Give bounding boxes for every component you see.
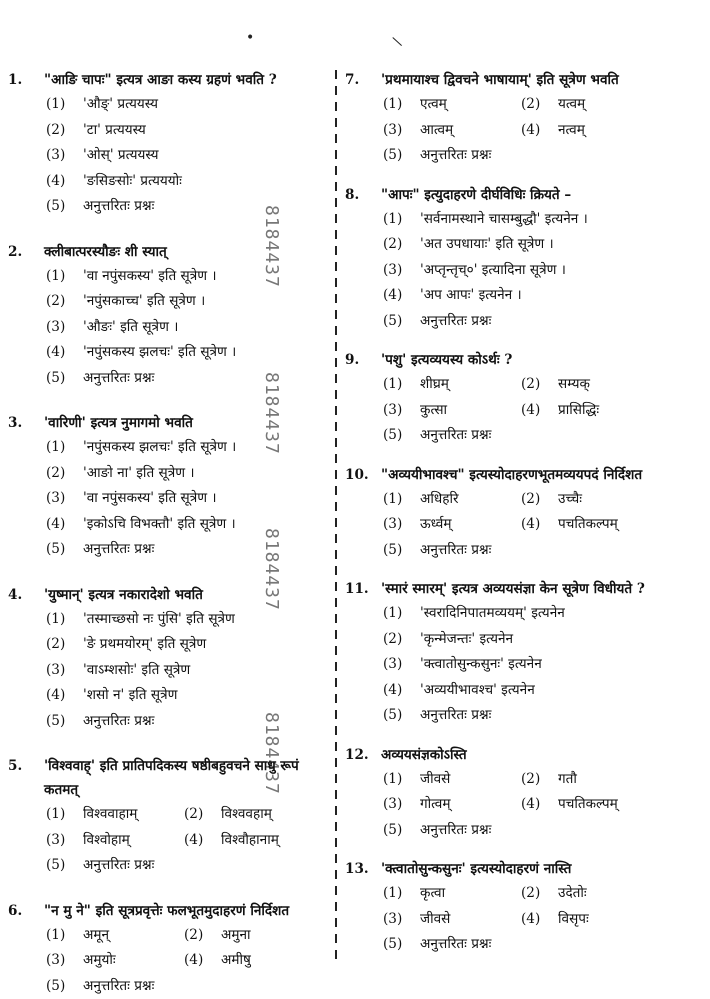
option-text: विसृपः bbox=[558, 907, 589, 933]
question-number: 5. bbox=[8, 754, 44, 802]
option-item bbox=[345, 818, 702, 844]
question-block bbox=[345, 743, 702, 844]
option-item bbox=[521, 92, 659, 118]
serial-stamp: 8184437 bbox=[261, 372, 282, 455]
option-item bbox=[521, 792, 659, 818]
option-number: (2) bbox=[184, 802, 221, 828]
option-number: (3) bbox=[46, 658, 83, 684]
option-text: विश्ववाहाम् bbox=[83, 802, 137, 828]
question-number: 3. bbox=[8, 411, 44, 435]
option-number: (5) bbox=[46, 974, 83, 999]
option-item bbox=[345, 627, 702, 653]
option-number: (3) bbox=[383, 792, 420, 818]
option-number: (1) bbox=[383, 372, 420, 398]
option-number: (1) bbox=[383, 487, 420, 513]
option-text: अनुत्तरितः प्रश्नः bbox=[420, 703, 491, 729]
option-text: 'औङः' इति सूत्रेण । bbox=[83, 315, 178, 341]
option-row bbox=[345, 487, 702, 513]
question-block bbox=[8, 583, 328, 735]
option-text: विश्वोहाम् bbox=[83, 828, 130, 854]
option-row bbox=[345, 512, 702, 538]
option-text: पचतिकल्पम् bbox=[558, 512, 618, 538]
option-number: (2) bbox=[46, 289, 83, 315]
option-number: (4) bbox=[521, 792, 558, 818]
question-number: 6. bbox=[8, 899, 44, 923]
question-number: 13. bbox=[345, 857, 381, 881]
option-number: (4) bbox=[184, 828, 221, 854]
option-item bbox=[8, 607, 328, 633]
option-text: प्रासिद्धिः bbox=[558, 398, 599, 424]
option-item bbox=[8, 118, 328, 144]
option-row bbox=[345, 881, 702, 907]
option-number: (3) bbox=[46, 315, 83, 341]
option-row bbox=[345, 92, 702, 118]
option-number: (1) bbox=[383, 92, 420, 118]
option-text: गोत्वम् bbox=[420, 792, 450, 818]
option-item bbox=[345, 678, 702, 704]
option-number: (2) bbox=[383, 232, 420, 258]
question-number: 12. bbox=[345, 743, 381, 767]
option-item bbox=[8, 512, 328, 538]
question-stem bbox=[345, 463, 702, 487]
option-number: (5) bbox=[383, 423, 420, 449]
option-item bbox=[521, 881, 659, 907]
option-text: जीवसे bbox=[420, 907, 450, 933]
option-item bbox=[521, 372, 659, 398]
option-text: विश्वौहानाम् bbox=[221, 828, 279, 854]
option-number: (1) bbox=[46, 92, 83, 118]
question-text: 'प्रथमायाश्च द्विवचने भाषायाम्' इति सूत्रेण भवति bbox=[381, 68, 702, 92]
option-text: 'अव्ययीभावश्च' इत्यनेन bbox=[420, 678, 535, 704]
option-text: 'टा' प्रत्ययस्य bbox=[83, 118, 146, 144]
option-text: 'वा नपुंसकस्य' इति सूत्रेण । bbox=[83, 486, 217, 512]
option-text: 'तस्माच्छसो नः पुंसि' इति सूत्रेण bbox=[83, 607, 235, 633]
question-number: 4. bbox=[8, 583, 44, 607]
option-item bbox=[8, 461, 328, 487]
option-text: 'औङ्' प्रत्ययस्य bbox=[83, 92, 158, 118]
option-item bbox=[184, 828, 322, 854]
option-number: (4) bbox=[383, 283, 420, 309]
option-number: (3) bbox=[383, 398, 420, 424]
option-text: विश्ववहाम् bbox=[221, 802, 272, 828]
option-item bbox=[8, 194, 328, 220]
option-text: 'नपुंसकस्य झलचः' इति सूत्रेण । bbox=[83, 340, 236, 366]
option-item bbox=[383, 487, 521, 513]
option-number: (5) bbox=[383, 538, 420, 564]
question-block bbox=[8, 240, 328, 392]
option-row bbox=[345, 118, 702, 144]
option-item bbox=[184, 923, 322, 949]
option-item bbox=[345, 538, 702, 564]
option-item bbox=[8, 169, 328, 195]
question-text: "आपः" इत्युदाहरणे दीर्घविधिः क्रियते – bbox=[381, 183, 702, 207]
option-item bbox=[383, 512, 521, 538]
option-item bbox=[46, 802, 184, 828]
question-stem bbox=[345, 183, 702, 207]
serial-stamp: 8184437 bbox=[261, 712, 282, 795]
option-number: (4) bbox=[521, 118, 558, 144]
option-item bbox=[8, 143, 328, 169]
question-number: 8. bbox=[345, 183, 381, 207]
option-text: अनुत्तरितः प्रश्नः bbox=[420, 818, 491, 844]
option-text: अनुत्तरितः प्रश्नः bbox=[83, 853, 154, 879]
option-text: गतौ bbox=[558, 767, 577, 793]
option-text: 'स्वरादिनिपातमव्ययम्' इत्यनेन bbox=[420, 601, 565, 627]
option-text: कुत्सा bbox=[420, 398, 447, 424]
option-item bbox=[345, 601, 702, 627]
question-text: 'क्त्वातोसुन्कसुनः' इत्यस्योदाहरणं नास्ति bbox=[381, 857, 702, 881]
option-text: शीघ्रम् bbox=[420, 372, 449, 398]
question-text: 'पशु' इत्यव्ययस्य कोऽर्थः ? bbox=[381, 348, 702, 372]
option-text: 'वा नपुंसकस्य' इति सूत्रेण । bbox=[83, 264, 217, 290]
option-text: 'इकोऽचि विभक्तौ' इति सूत्रेण । bbox=[83, 512, 236, 538]
option-text: अनुत्तरितः प्रश्नः bbox=[420, 538, 491, 564]
question-stem bbox=[345, 348, 702, 372]
option-item bbox=[8, 435, 328, 461]
option-item bbox=[345, 258, 702, 284]
option-text: नत्वम् bbox=[558, 118, 585, 144]
option-number: (4) bbox=[46, 340, 83, 366]
option-number: (5) bbox=[383, 309, 420, 335]
option-row bbox=[345, 398, 702, 424]
option-number: (1) bbox=[383, 601, 420, 627]
option-text: एत्वम् bbox=[420, 92, 447, 118]
option-number: (1) bbox=[383, 207, 420, 233]
option-item bbox=[383, 792, 521, 818]
question-number: 10. bbox=[345, 463, 381, 487]
option-text: 'क्त्वातोसुन्कसुनः' इत्यनेन bbox=[420, 652, 542, 678]
option-item bbox=[521, 907, 659, 933]
question-text: अव्ययसंज्ञकोऽस्ति bbox=[381, 743, 702, 767]
option-number: (5) bbox=[46, 194, 83, 220]
option-number: (3) bbox=[383, 512, 420, 538]
option-row bbox=[8, 923, 328, 949]
option-number: (1) bbox=[383, 881, 420, 907]
option-text: अनुत्तरितः प्रश्नः bbox=[420, 932, 491, 958]
option-text: उदेतोः bbox=[558, 881, 587, 907]
question-stem bbox=[8, 583, 328, 607]
option-item bbox=[8, 340, 328, 366]
question-number: 9. bbox=[345, 348, 381, 372]
option-text: 'नपुंसकाच्च' इति सूत्रेण । bbox=[83, 289, 205, 315]
option-row bbox=[345, 792, 702, 818]
option-text: अनुत्तरितः प्रश्नः bbox=[420, 423, 491, 449]
option-text: अनुत्तरितः प्रश्नः bbox=[420, 143, 491, 169]
option-text: सम्यक् bbox=[558, 372, 590, 398]
option-item bbox=[8, 366, 328, 392]
option-item bbox=[345, 423, 702, 449]
option-item bbox=[8, 658, 328, 684]
option-item bbox=[8, 683, 328, 709]
option-item bbox=[345, 703, 702, 729]
option-number: (4) bbox=[521, 512, 558, 538]
option-number: (1) bbox=[46, 264, 83, 290]
option-number: (2) bbox=[184, 923, 221, 949]
question-text: 'युष्मान्' इत्यत्र नकारादेशो भवति bbox=[44, 583, 328, 607]
option-number: (1) bbox=[46, 435, 83, 461]
option-item bbox=[383, 881, 521, 907]
question-stem bbox=[8, 754, 328, 802]
option-number: (3) bbox=[46, 948, 83, 974]
option-text: उच्चैः bbox=[558, 487, 582, 513]
option-number: (2) bbox=[521, 881, 558, 907]
option-number: (1) bbox=[46, 802, 83, 828]
option-text: यत्वम् bbox=[558, 92, 585, 118]
option-text: 'अत उपधायाः' इति सूत्रेण । bbox=[420, 232, 554, 258]
option-number: (4) bbox=[383, 678, 420, 704]
option-number: (2) bbox=[383, 627, 420, 653]
option-text: अमुयोः bbox=[83, 948, 116, 974]
question-stem bbox=[8, 68, 328, 92]
option-item bbox=[46, 923, 184, 949]
option-item bbox=[345, 143, 702, 169]
question-stem bbox=[345, 743, 702, 767]
option-number: (2) bbox=[521, 92, 558, 118]
option-text: पचतिकल्पम् bbox=[558, 792, 618, 818]
question-block bbox=[8, 411, 328, 563]
option-text: जीवसे bbox=[420, 767, 450, 793]
option-item bbox=[184, 802, 322, 828]
top-dot-mark: • bbox=[246, 30, 254, 46]
question-block bbox=[345, 68, 702, 169]
question-text: 'स्मारं स्मारम्' इत्यत्र अव्ययसंज्ञा केन सूत्रेण विधीयते ? bbox=[381, 577, 702, 601]
option-text: अनुत्तरितः प्रश्नः bbox=[83, 709, 154, 735]
option-item bbox=[345, 232, 702, 258]
question-text: "न मु ने" इति सूत्रप्रवृत्तेः फलभूतमुदाहरणं निर्दिशत bbox=[44, 899, 328, 923]
option-number: (5) bbox=[383, 143, 420, 169]
option-item bbox=[521, 767, 659, 793]
option-number: (5) bbox=[46, 853, 83, 879]
option-number: (1) bbox=[383, 767, 420, 793]
option-text: 'आङो ना' इति सूत्रेण । bbox=[83, 461, 195, 487]
option-item bbox=[345, 932, 702, 958]
option-text: 'सर्वनामस्थाने चासम्बुद्धौ' इत्यनेन । bbox=[420, 207, 588, 233]
option-item bbox=[383, 767, 521, 793]
option-item bbox=[8, 92, 328, 118]
option-number: (3) bbox=[383, 258, 420, 284]
option-row bbox=[345, 907, 702, 933]
question-block bbox=[345, 463, 702, 564]
question-text: 'वारिणी' इत्यत्र नुमागमो भवति bbox=[44, 411, 328, 435]
option-number: (4) bbox=[521, 907, 558, 933]
option-text: 'ओस्' प्रत्ययस्य bbox=[83, 143, 159, 169]
question-stem bbox=[345, 68, 702, 92]
question-block bbox=[345, 857, 702, 958]
option-text: अनुत्तरितः प्रश्नः bbox=[83, 194, 154, 220]
option-number: (2) bbox=[521, 372, 558, 398]
option-text: कृत्वा bbox=[420, 881, 445, 907]
option-text: 'अप आपः' इत्यनेन । bbox=[420, 283, 522, 309]
option-number: (3) bbox=[383, 907, 420, 933]
option-number: (2) bbox=[46, 632, 83, 658]
option-item bbox=[521, 512, 659, 538]
question-stem bbox=[345, 857, 702, 881]
option-item bbox=[345, 652, 702, 678]
question-block bbox=[345, 348, 702, 449]
option-text: 'अप्तृन्तृच्०' इत्यादिना सूत्रेण । bbox=[420, 258, 566, 284]
option-item bbox=[521, 398, 659, 424]
option-number: (3) bbox=[383, 118, 420, 144]
option-row bbox=[8, 802, 328, 828]
option-text: अनुत्तरितः प्रश्नः bbox=[420, 309, 491, 335]
right-column bbox=[345, 68, 702, 958]
option-item bbox=[521, 118, 659, 144]
option-item bbox=[383, 118, 521, 144]
question-block bbox=[345, 577, 702, 729]
question-block bbox=[345, 183, 702, 335]
option-row bbox=[345, 767, 702, 793]
top-tick-mark: \ bbox=[391, 34, 403, 50]
question-text: क्लीबात्परस्यौङः शी स्यात् bbox=[44, 240, 328, 264]
option-number: (3) bbox=[46, 828, 83, 854]
option-number: (2) bbox=[521, 767, 558, 793]
option-number: (2) bbox=[46, 461, 83, 487]
option-item bbox=[8, 315, 328, 341]
question-block bbox=[8, 754, 328, 879]
question-stem bbox=[345, 577, 702, 601]
option-item bbox=[8, 289, 328, 315]
option-text: 'वाऽम्शसोः' इति सूत्रेण bbox=[83, 658, 190, 684]
option-text: अनुत्तरितः प्रश्नः bbox=[83, 974, 154, 999]
option-number: (4) bbox=[46, 512, 83, 538]
option-text: 'शसो न' इति सूत्रेण bbox=[83, 683, 177, 709]
option-number: (5) bbox=[383, 703, 420, 729]
option-row bbox=[8, 828, 328, 854]
option-text: ऊर्ध्वम् bbox=[420, 512, 451, 538]
option-text: 'नपुंसकस्य झलचः' इति सूत्रेण । bbox=[83, 435, 236, 461]
option-item bbox=[8, 853, 328, 879]
option-number: (1) bbox=[46, 923, 83, 949]
option-text: अमून् bbox=[83, 923, 109, 949]
option-number: (3) bbox=[383, 652, 420, 678]
option-item bbox=[8, 974, 328, 999]
option-item bbox=[383, 907, 521, 933]
option-number: (5) bbox=[46, 366, 83, 392]
option-item bbox=[345, 283, 702, 309]
option-number: (5) bbox=[46, 709, 83, 735]
option-item bbox=[8, 264, 328, 290]
question-stem bbox=[8, 411, 328, 435]
option-number: (3) bbox=[46, 143, 83, 169]
serial-stamp: 8184437 bbox=[261, 205, 282, 288]
option-text: अनुत्तरितः प्रश्नः bbox=[83, 537, 154, 563]
question-number: 11. bbox=[345, 577, 381, 601]
option-item bbox=[8, 537, 328, 563]
question-text: "आङि चापः" इत्यत्र आङा कस्य ग्रहणं भवति ? bbox=[44, 68, 328, 92]
option-item bbox=[345, 309, 702, 335]
option-number: (3) bbox=[46, 486, 83, 512]
option-number: (5) bbox=[46, 537, 83, 563]
option-item bbox=[8, 486, 328, 512]
option-number: (2) bbox=[46, 118, 83, 144]
question-block bbox=[8, 899, 328, 999]
option-text: अमुना bbox=[221, 923, 251, 949]
option-item bbox=[383, 372, 521, 398]
option-text: अनुत्तरितः प्रश्नः bbox=[83, 366, 154, 392]
option-text: 'ङसिङसोः' प्रत्यययोः bbox=[83, 169, 182, 195]
option-text: अधिहरि bbox=[420, 487, 459, 513]
option-item bbox=[8, 632, 328, 658]
option-text: 'ङे प्रथमयोरम्' इति सूत्रेण bbox=[83, 632, 206, 658]
option-number: (4) bbox=[184, 948, 221, 974]
option-text: अमीषु bbox=[221, 948, 251, 974]
question-block bbox=[8, 68, 328, 220]
left-column bbox=[8, 68, 328, 999]
option-item bbox=[345, 207, 702, 233]
option-item bbox=[383, 398, 521, 424]
option-number: (4) bbox=[46, 683, 83, 709]
question-stem bbox=[8, 240, 328, 264]
option-item bbox=[8, 709, 328, 735]
option-number: (2) bbox=[521, 487, 558, 513]
question-stem bbox=[8, 899, 328, 923]
question-text: "अव्ययीभावश्च" इत्यस्योदाहरणभूतमव्ययपदं निर्दिशत bbox=[381, 463, 702, 487]
serial-stamp: 8184437 bbox=[261, 528, 282, 611]
option-item bbox=[383, 92, 521, 118]
option-text: आत्वम् bbox=[420, 118, 453, 144]
option-text: 'कृन्मेजन्तः' इत्यनेन bbox=[420, 627, 513, 653]
column-divider bbox=[335, 70, 337, 965]
question-number: 7. bbox=[345, 68, 381, 92]
option-number: (5) bbox=[383, 818, 420, 844]
question-text: 'विश्ववाह्' इति प्रातिपदिकस्य षष्ठीबहुवचने साधु रूपं कतमत् bbox=[44, 754, 328, 802]
option-number: (5) bbox=[383, 932, 420, 958]
question-number: 2. bbox=[8, 240, 44, 264]
option-number: (1) bbox=[46, 607, 83, 633]
option-item bbox=[521, 487, 659, 513]
option-row bbox=[345, 372, 702, 398]
option-number: (4) bbox=[46, 169, 83, 195]
question-number: 1. bbox=[8, 68, 44, 92]
option-number: (4) bbox=[521, 398, 558, 424]
option-item bbox=[46, 828, 184, 854]
